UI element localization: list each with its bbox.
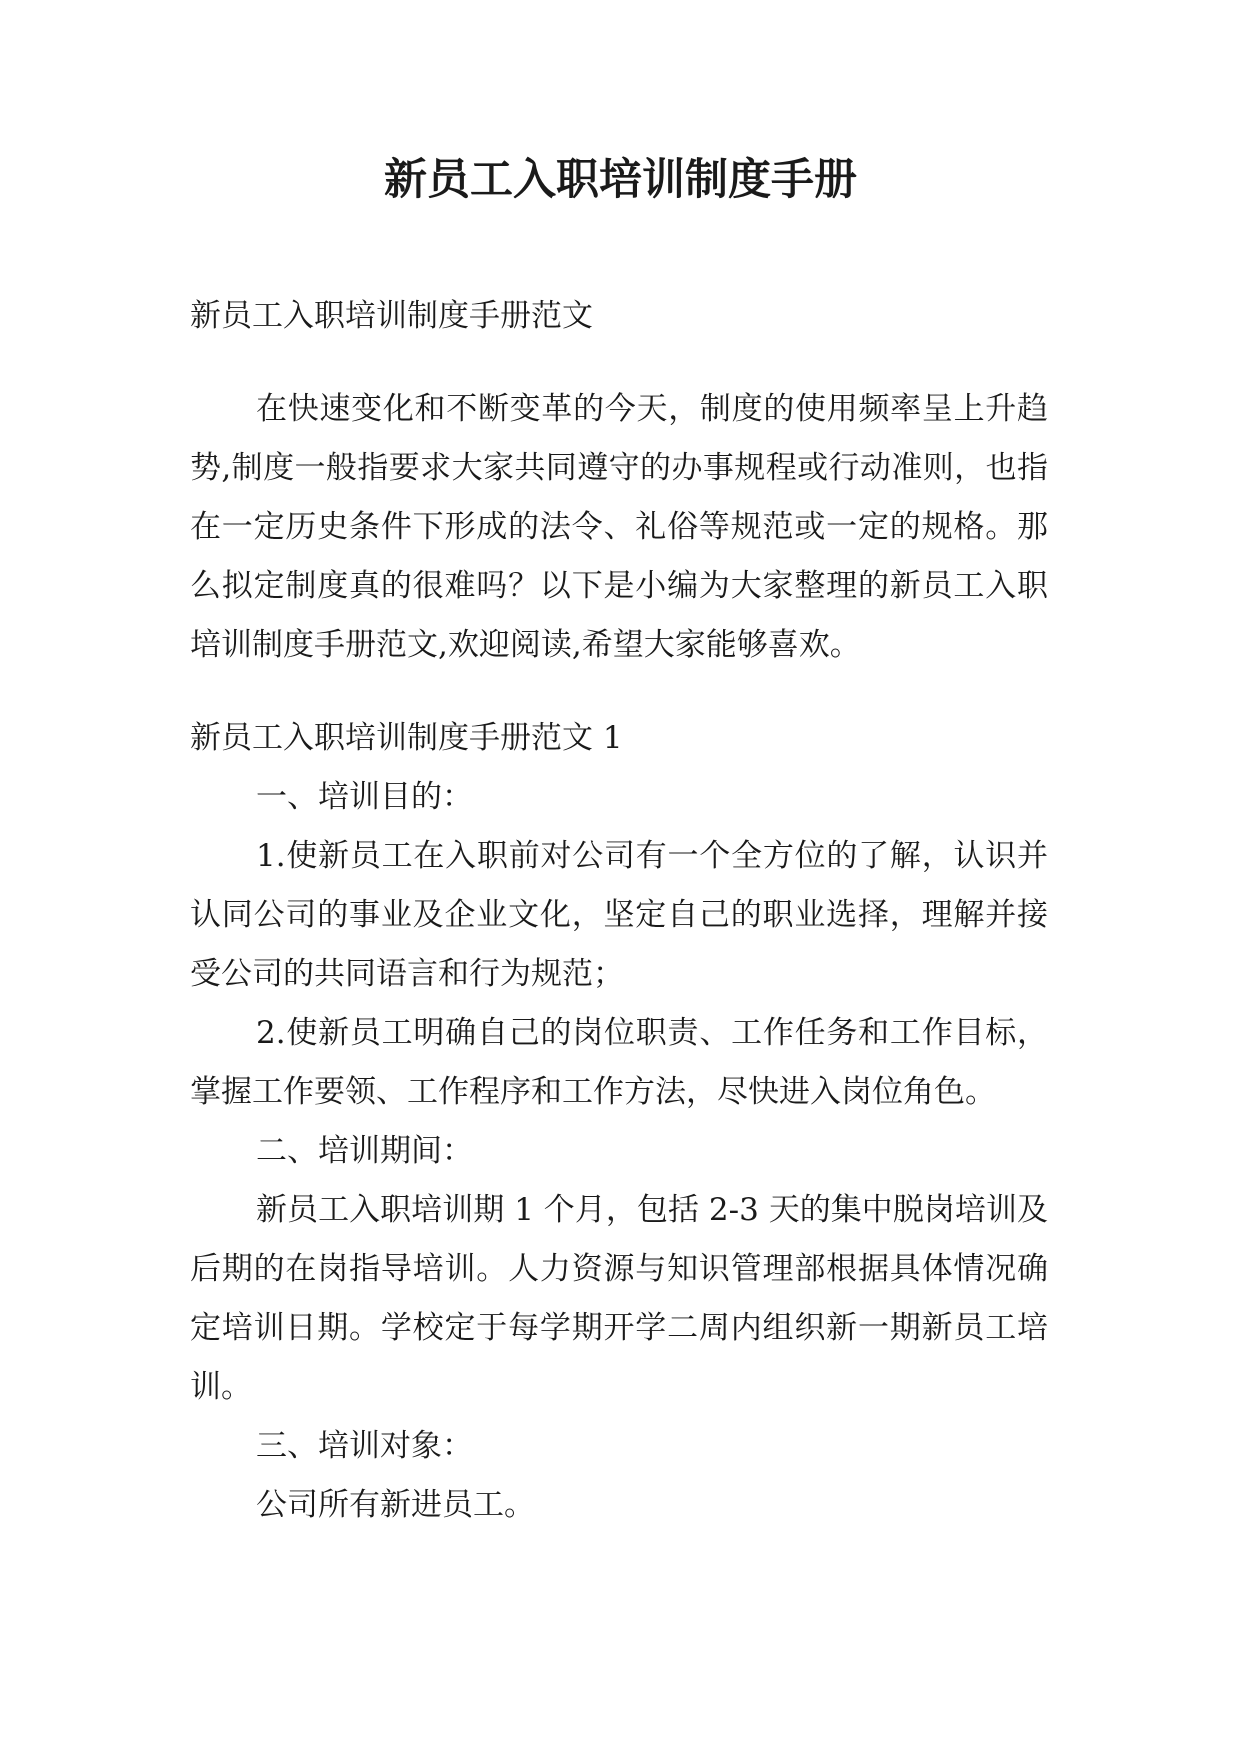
purpose-item-2: 2.使新员工明确自己的岗位职责、工作任务和工作目标，掌握工作要领、工作程序和工作方法，尽快进入岗位角色。 xyxy=(190,1015,1048,1110)
period-paragraph: 新员工入职培训期 1 个月，包括 2-3 天的集中脱岗培训及后期的在岗指导培训。人力资源与知识管理部根据具体情况确定培训日期。学校定于每学期开学二周内组织新一期新员工培训。 xyxy=(190,1192,1048,1405)
period-heading: 二、培训期间： xyxy=(256,1133,473,1169)
document-body xyxy=(190,287,1048,1535)
purpose-heading: 一、培训目的： xyxy=(256,779,473,815)
intro-paragraph: 在快速变化和不断变革的今天，制度的使用频率呈上升趋势,制度一般指要求大家共同遵守的办事规程或行动准则，也指在一定历史条件下形成的法令、礼俗等规范或一定的规格。那么拟定制度真的很难吗？以下是小编为大家整理的新员工入职培训制度手册范文,欢迎阅读,希望大家能够喜欢。 xyxy=(190,391,1048,663)
section-heading: 新员工入职培训制度手册范文 1 xyxy=(190,720,623,756)
document-title: 新员工入职培训制度手册 xyxy=(384,155,857,205)
purpose-item-1: 1.使新员工在入职前对公司有一个全方位的了解，认识并认同公司的事业及企业文化，坚定自己的职业选择，理解并接受公司的共同语言和行为规范； xyxy=(190,838,1048,992)
target-paragraph: 公司所有新进员工。 xyxy=(256,1487,535,1523)
target-heading: 三、培训对象： xyxy=(256,1428,473,1464)
document-subtitle: 新员工入职培训制度手册范文 xyxy=(190,298,593,334)
